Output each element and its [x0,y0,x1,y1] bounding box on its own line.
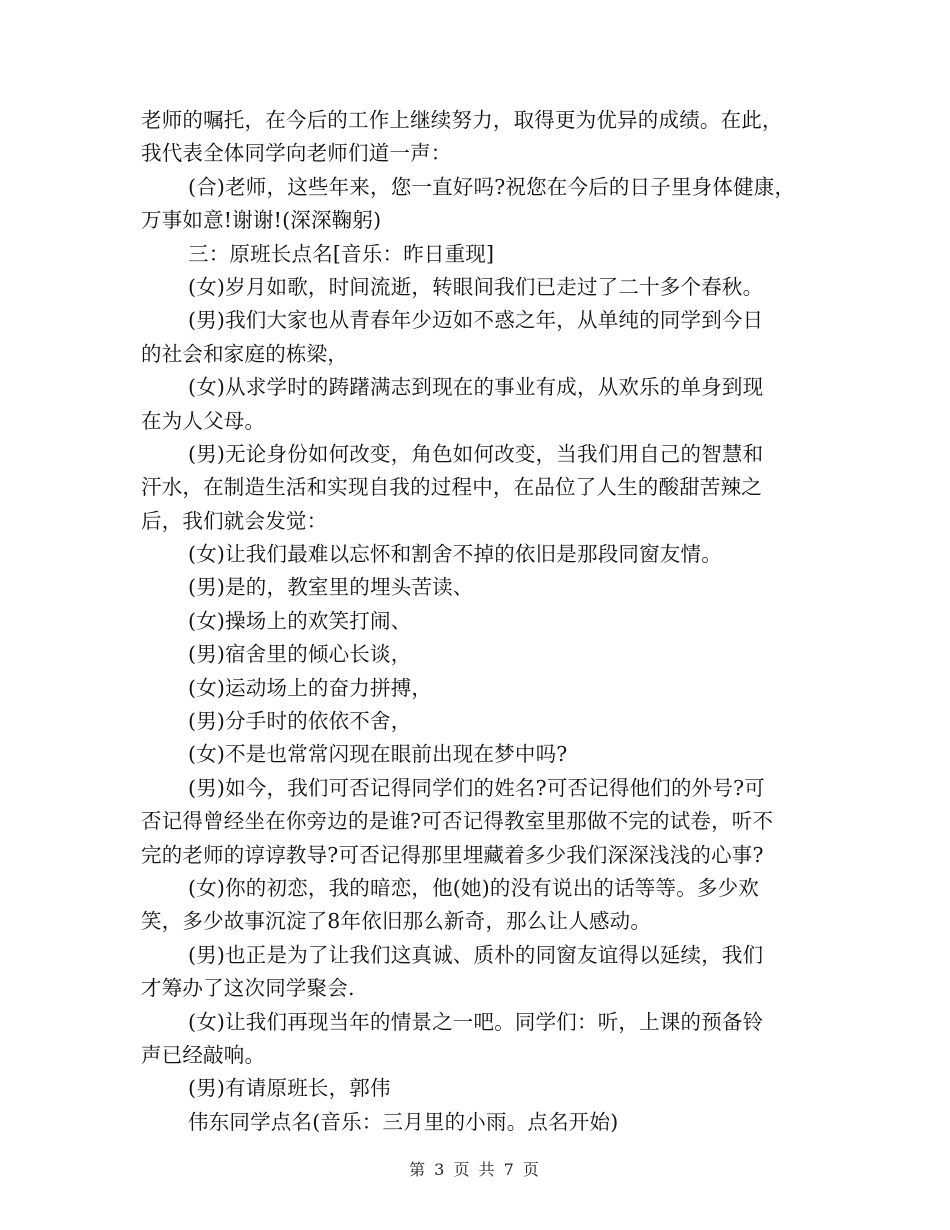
text-line: 的社会和家庭的栋梁， [141,341,348,366]
text-line: (男)无论身份如何改变，角色如何改变，当我们用自己的智慧和 [188,441,764,466]
text-line: (女)让我们最难以忘怀和割舍不掉的依旧是那段同窗友情。 [188,542,722,567]
text-line: (男)如今，我们可否记得同学们的姓名?可否记得他们的外号?可 [188,775,765,800]
text-line: (男)也正是为了让我们这真诚、质朴的同窗友谊得以延续，我们 [188,942,764,967]
document-body [141,104,806,1139]
text-line: (女)不是也常常闪现在眼前出现在梦中吗? [188,742,568,767]
text-line: (男)宿舍里的倾心长谈， [188,642,412,667]
page-footer: 第 3 页 共 7 页 [409,1160,541,1179]
text-line: 伟东同学点名(音乐：三月里的小雨。点名开始) [188,1109,619,1134]
text-line: 我代表全体同学向老师们道一声： [141,141,452,166]
text-line: 笑，多少故事沉淀了8年依旧那么新奇，那么让人感动。 [141,909,652,934]
text-line: 三：原班长点名[音乐：昨日重现] [188,241,495,266]
text-line: (合)老师，这些年来，您一直好吗?祝您在今后的日子里身体健康， [188,174,796,199]
text-line: 万事如意!谢谢!(深深鞠躬) [141,208,382,233]
text-line: 在为人父母。 [141,408,266,433]
text-line: 才筹办了这次同学聚会. [141,976,355,1001]
text-line: 后，我们就会发觉： [141,508,328,533]
text-line: (男)分手时的依依不舍， [188,709,412,734]
text-line: 否记得曾经坐在你旁边的是谁?可否记得教室里那做不完的试卷，听不 [141,809,774,834]
text-line: 老师的嘱托，在今后的工作上继续努力，取得更为优异的成绩。在此， [141,108,783,132]
text-line: 汗水，在制造生活和实现自我的过程中，在品位了人生的酸甜苦辣之 [141,475,762,500]
text-line: (女)运动场上的奋力拼搏， [188,675,433,700]
text-line: 声已经敲响。 [141,1042,266,1067]
text-line: (女)从求学时的踌躇满志到现在的事业有成，从欢乐的单身到现 [188,375,764,400]
text-line: (男)有请原班长，郭伟 [188,1076,391,1101]
text-line: (女)操场上的欢笑打闹、 [188,608,412,633]
text-line: 完的老师的谆谆教导?可否记得那里埋藏着多少我们深深浅浅的心事? [141,842,764,867]
text-line: (女)让我们再现当年的情景之一吧。同学们：听，上课的预备铃 [188,1009,764,1034]
text-line: (男)我们大家也从青春年少迈如不惑之年，从单纯的同学到今日 [188,308,764,333]
text-line: (女)你的初恋，我的暗恋，他(她)的没有说出的话等等。多少欢 [188,875,759,900]
text-line: (男)是的，教室里的埋头苦读、 [188,575,474,600]
text-line: (女)岁月如歌，时间流逝，转眼间我们已走过了二十多个春秋。 [188,274,764,299]
